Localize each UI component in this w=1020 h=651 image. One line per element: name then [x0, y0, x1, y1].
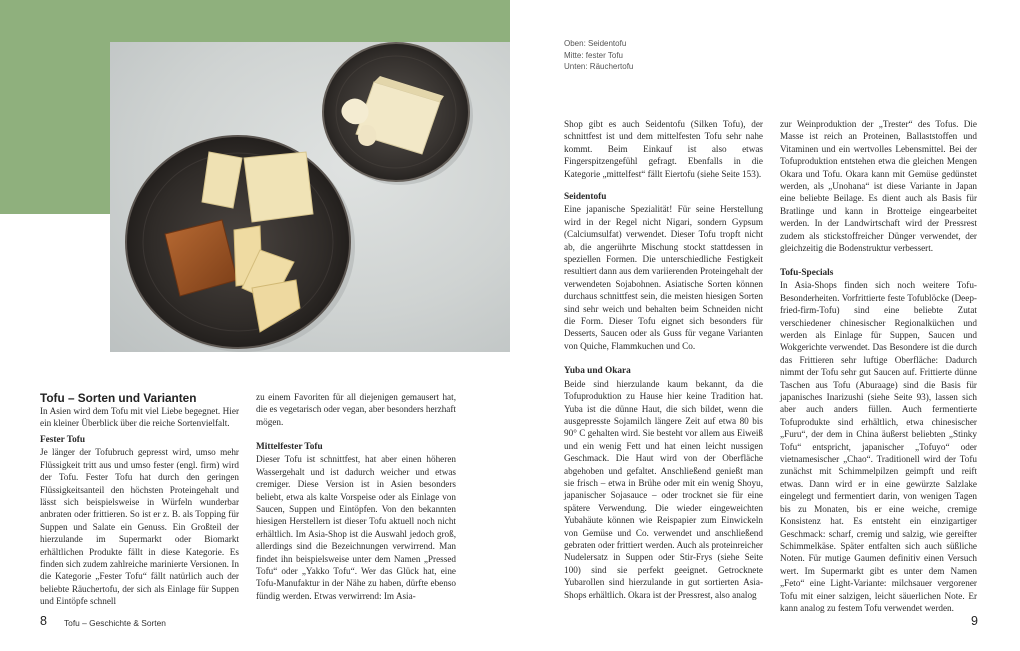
right-column-1	[564, 118, 763, 608]
paragraph-mittelfester-tofu: Dieser Tofu ist schnittfest, hat aber einen höheren Wassergehalt und ist dadurch weicher und etwas cremiger. Diese Version ist in Asien besonders beliebt, etwa als kalte Vorspeise oder als Einlage von Saucen, Suppen und Eintöpfen. Von den bekannten hiesigen Herstellern ist dieser Tofu aktuell noch nicht erhältlich. Im Asia-Shop ist die Auswahl jedoch groß, allerdings sind die Bezeichnungen verwirrend. Man findet ihn beispielsweise unter dem Namen „Pressed Tofu“ oder „Yakko Tofu“. Wer das Glück hat, eine Tofu-Manufaktur in der Nähe zu haben, dürfte ebenso fündig werden. Etwas verwirrend: Im Asia-	[256, 454, 456, 601]
subheading-seidentofu: Seidentofu	[564, 192, 607, 202]
paragraph-seidentofu: Eine japanische Spezialität! Für seine Herstellung wird in der Regel nicht Nigari, sondern Gypsum (Calciumsulfat) verwendet. Dieser Tofu tropft nicht ab, die angerührte Mischung stockt stattdessen in speziellen Formen. Die unterschiedliche Festigkeit resultiert dann aus dem variierenden Proteingehalt der verwendeten Sojabohnen. Asiatische Sorten können durchaus schnittfest sein, die meisten hiesigen Sorten sind sehr weich und behalten beim Schneiden nicht die Form. Dieser Tofu eignet sich besonders für Desserts, Saucen oder als Guss für vegane Varianten von Quiche, Flammkuchen und Co.	[564, 204, 763, 351]
paragraph-okara-continued: zur Weinproduktion der „Trester“ des Tofus. Die Masse ist reich an Proteinen, Ballaststoffen und Vitaminen und ein wertvolles Lebensmittel. Bei der Tofuproduktion entstehen etwa die gleichen Mengen Okara und Tofu. Okara kann mit Gemüse gedünstet werden, als „Unohana“ ist diese Variante in Japan eine beliebte Beilage. Es dient auch als Basis für Bratlinge und kann in Brotteige eingearbeitet werden. In der Landwirtschaft wird der Pressrest zudem als stickstoffreicher Dünger verwendet, der gleichzeitig die Bodenstruktur verbessert.	[780, 119, 977, 254]
paragraph-fester-tofu: Je länger der Tofubruch gepresst wird, umso mehr Flüssigkeit tritt aus und umso fester (engl. firm) wird der Tofu. Fester Tofu hat durch den geringen Flüssigkeitsanteil den höchsten Proteingehalt und lässt sich beispielsweise in Würfeln wunderbar anbraten oder frittieren. So ist er z. B. als Topping für Suppen und Salate ein Genuss. Ein Großteil der hierzulande im Supermarkt oder Biomarkt erhältlichen Produkte fällt in diese Kategorie. Es finden sich zudem zahlreiche marinierte Versionen. In die Kategorie „Fester Tofu“ fällt natürlich auch der beliebte Räuchertofu, der sich als Einlage für Suppen und Eintöpfe schnell	[40, 447, 239, 607]
caption-middle: Mitte: fester Tofu	[564, 50, 623, 60]
page-number-right: 9	[971, 614, 978, 628]
left-column-1	[40, 391, 239, 607]
paragraph-mittelfest-continued: Shop gibt es auch Seidentofu (Silken Tofu), der schnittfest ist und dem mittelfesten Tofu sehr nahe kommt. Beim Einkauf ist also etwas Fingerspitzengefühl gefragt. Ebenfalls in die Kategorie „mittelfest“ fällt Eiertofu (siehe Seite 153).	[564, 119, 763, 179]
running-footer-left: Tofu – Geschichte & Sorten	[64, 618, 166, 628]
left-column-2	[256, 391, 456, 607]
section-title: Tofu – Sorten und Varianten	[40, 391, 197, 405]
page-number-left: 8	[40, 614, 47, 628]
subheading-yuba-okara: Yuba und Okara	[564, 366, 631, 377]
tofu-platters-photo	[110, 42, 510, 352]
paragraph-yuba-okara: Beide sind hierzulande kaum bekannt, da die Tofuproduktion zu Hause hier keine Tradition hat. Yuba ist die dünne Haut, die sich bildet, wenn die ausgepresste Sojamilch längere Zeit auf etwa 80 bis 90° C gehalten wird. Sie besteht vor allem aus Eiweiß und ein wenig Fett und hat einen leicht nussigen Geschmack. Die Haut wird von der Oberfläche abgehoben und gefaltet. Anschließend genießt man sie frisch – etwa in Brühe oder mit ein wenig Shoyu, japanischer Sojasauce – oder trocknet sie für eine spätere Verwendung. Die wieder eingeweichten Yubahäute können wie Reispapier zum Einwickeln von Gemüse und Co. verwendet und anschließend gebraten oder frittiert werden. Auch als proteinreicher Nudelersatz in Suppen oder Stir-Frys (siehe Seite 100) sind sie perfekt geeignet. Getrocknete Yubarollen sind hierzulande in gut sortierten Asia-Shops erhältlich. Okara ist der Pressrest, also analog	[564, 378, 763, 600]
intro-paragraph: In Asien wird dem Tofu mit viel Liebe begegnet. Hier ein kleiner Überblick über die reiche Sortenvielfalt.	[40, 406, 239, 429]
caption-top: Oben: Seidentofu	[564, 39, 627, 48]
right-column-2	[780, 118, 977, 613]
photo-caption	[564, 38, 764, 73]
tofu-platters-illustration	[110, 42, 510, 352]
caption-bottom: Unten: Räuchertofu	[564, 62, 634, 72]
paragraph-tofu-specials: In Asia-Shops finden sich noch weitere Tofu-Besonderheiten. Vorfrittierte feste Tofublöcke (Deep-fried-firm-Tofu) sind eine beliebte Zutat verschiedener chinesischer Regionalküchen und werden als Einlage für Suppen, Saucen und Wokgerichte verwendet. Das Besondere ist die durch das Frittieren sehr luftige Oberfläche: Dadurch nimmt der Tofu sehr gut Saucen auf. Frittierte dünne Taschen aus Tofu (Aburaage) sind die Basis für japanisches Inarizushi (siehe Seite 93), lassen sich aber auch anders füllen. Auch fermentierte Tofuprodukte sind erhältlich, etwa chinesischer „Furu“, der dem in China äußerst beliebten „Stinky Tofu“ entspricht, japanischer „Tofuyo“ oder vietnamesischer „Chao“. Traditionell wird der Tofu zunächst mit Schimmelpilzen geimpft und reift etwas. Dann wird er in eine gewürzte Salzlake eingelegt und fermentiert darin, von wenigen Tagen bis zu Monaten, bis er eine weiche, cremige Konsistenz hat. Es entsteht ein einzigartiger Geschmack: scharf, cremig und salzig, wie gereifter Schimmelkäse. Später entfalten sich auch süßliche Noten. Für mutige Gaumen definitiv einen Versuch wert. Im Supermarkt gibt es unter dem Namen „Feto“ eine Light-Variante: milchsauer vergorener Tofu mit einer salzigen, leicht säuerlichen Note. Er kann analog zu festem Tofu verwendet werden.	[780, 280, 977, 613]
subheading-mittelfester-tofu: Mittelfester Tofu	[256, 442, 323, 452]
paragraph-fester-tofu-continued: zu einem Favoriten für all diejenigen gemausert hat, die es vegetarisch oder vegan, aber besonders herzhaft mögen.	[256, 392, 456, 427]
subheading-fester-tofu: Fester Tofu	[40, 435, 86, 445]
subheading-tofu-specials: Tofu-Specials	[780, 268, 834, 278]
